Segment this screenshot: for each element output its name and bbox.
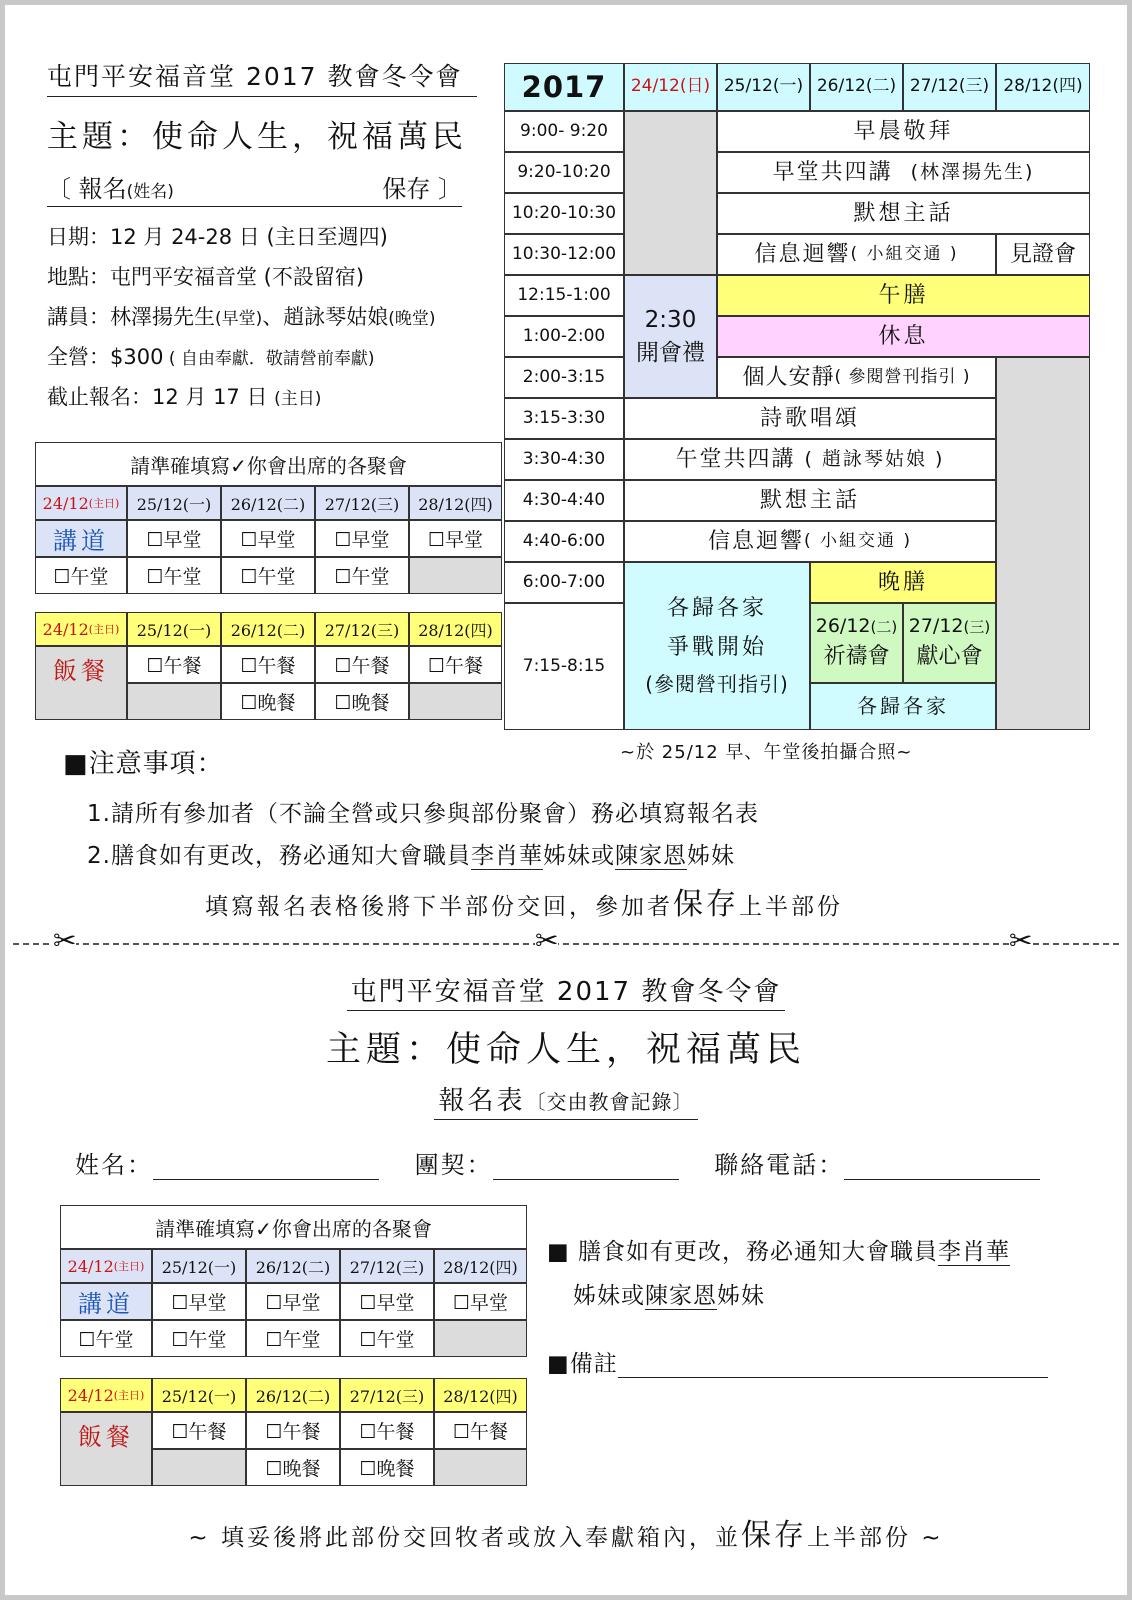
contact-fields [75, 1145, 1040, 1180]
day-1-weekday: (日) [679, 76, 711, 97]
info-speakers [47, 301, 436, 331]
day-5-date: 28/12 [1003, 76, 1053, 97]
echo-label: 信息迴響 [707, 528, 804, 554]
dinner-checkbox[interactable]: ☐晚餐 [315, 683, 409, 720]
time-slot: 12:15-1:00 [504, 275, 624, 316]
col-27-12: 27/12(三) [315, 612, 409, 646]
morning-checkbox[interactable]: ☐早堂 [315, 520, 409, 557]
lunch-checkbox[interactable]: ☐午餐 [409, 646, 502, 683]
phone-field[interactable] [844, 1152, 1040, 1180]
empty-cell [127, 683, 221, 720]
message-echo-morning [717, 234, 996, 275]
photo-note: ~於 25/12 早、午堂後拍攝合照~ [620, 742, 913, 763]
col-26-12: 26/12(二) [221, 486, 315, 520]
note-1: 1.請所有參加者（不論全營或只參與部份聚會）務必填寫報名表 [87, 801, 759, 827]
schedule-year: 2017 [504, 63, 624, 111]
info-place: 地點：屯門平安福音堂 (不設留宿) [47, 265, 365, 289]
morning-checkbox[interactable]: ☐早堂 [340, 1283, 434, 1320]
deadline-text: 截止報名：12 月 17 日 [47, 385, 275, 409]
sermon-label: 講道 [60, 1283, 152, 1320]
col-24-12 [60, 1378, 152, 1412]
col-sub: (主日) [113, 1389, 145, 1402]
staff-name-1: 李肖華 [470, 843, 543, 869]
note-2 [87, 837, 735, 870]
time-slot: 4:30-4:40 [504, 480, 624, 521]
col-sub: (主日) [113, 1260, 145, 1273]
rest-slot: 休息 [717, 316, 1090, 357]
scissors-icon: ✂ [535, 924, 559, 957]
camp-title: 屯門平安福音堂 2017 教會冬令會 [47, 57, 477, 97]
note-2-text: 姊妹或 [542, 843, 615, 869]
dinner-slot: 晚膳 [810, 562, 996, 603]
day-4-weekday: (三) [958, 76, 990, 97]
form-subtitle-main: 報名表 [438, 1086, 526, 1116]
quiet-label: 個人安靜 [742, 364, 835, 390]
day-4-date: 27/12 [909, 76, 959, 97]
col-24-12 [35, 612, 127, 646]
scissors-icon: ✂ [1009, 924, 1033, 957]
col-24-12 [35, 486, 127, 520]
return-instruction [205, 879, 843, 923]
scissors-icon: ✂ [53, 924, 77, 957]
evening-home [624, 562, 810, 730]
col-26-12: 26/12(二) [221, 612, 315, 646]
col-25-12: 25/12(一) [152, 1249, 246, 1283]
phone-label: 聯絡電話： [714, 1151, 845, 1179]
meal-note-text: 姊妹或 [573, 1283, 645, 1309]
prayer-weekday: (二) [870, 618, 898, 637]
schedule-day-5 [996, 63, 1090, 111]
signup-name-hint: (姓名) [126, 182, 174, 202]
fee-text: 全營：$300 [47, 345, 164, 369]
form-title: 屯門平安福音堂 2017 教會冬令會 [347, 977, 786, 1011]
form-title-wrap [5, 971, 1127, 1008]
info-fee [47, 341, 375, 371]
meal-note-text: 姊妹 [717, 1283, 765, 1309]
col-date: 24/12 [42, 619, 89, 639]
col-27-12: 27/12(三) [340, 1249, 434, 1283]
lunch-checkbox[interactable]: ☐午餐 [221, 646, 315, 683]
schedule-grid [504, 63, 1100, 730]
afternoon-checkbox[interactable]: ☐午堂 [35, 557, 127, 594]
info-date: 日期：12 月 24-28 日 (主日至週四) [47, 225, 388, 249]
home-line-3: (參閱營刊指引) [645, 672, 789, 696]
opening-label: 開會禮 [636, 339, 705, 366]
camp-theme: 主題：使命人生，祝福萬民 [47, 119, 467, 155]
form-theme: 主題：使命人生，祝福萬民 [325, 1030, 806, 1070]
quiet-time [717, 357, 996, 398]
return-keep: 保存 [673, 887, 739, 922]
day-1-date: 24/12 [630, 76, 680, 97]
schedule-day-4 [903, 63, 996, 111]
afternoon-talk-label: 午堂共四講 [675, 446, 796, 472]
speakers-session-2: (晚堂) [388, 309, 436, 329]
empty-cell [434, 1320, 527, 1357]
afternoon-checkbox[interactable]: ☐午堂 [127, 557, 221, 594]
dinner-checkbox[interactable]: ☐晚餐 [246, 1449, 340, 1486]
note-2-text: 2.膳食如有更改，務必通知大會職員 [87, 843, 471, 869]
home-line-1: 各歸各家 [666, 596, 767, 621]
echo-label: 信息迴響 [754, 241, 851, 267]
time-slot: 9:00- 9:20 [504, 111, 624, 152]
col-28-12: 28/12(四) [434, 1378, 527, 1412]
time-slot: 2:00-3:15 [504, 357, 624, 398]
col-26-12: 26/12(二) [246, 1249, 340, 1283]
day-3-weekday: (二) [865, 76, 897, 97]
col-25-12: 25/12(一) [127, 486, 221, 520]
deadline-note: (主日) [274, 389, 322, 409]
schedule-day-2 [717, 63, 810, 111]
lunch-checkbox[interactable]: ☐午餐 [246, 1412, 340, 1449]
afternoon-checkbox[interactable]: ☐午堂 [60, 1320, 152, 1357]
morning-checkbox[interactable]: ☐早堂 [409, 520, 502, 557]
remarks-label: ■備註 [547, 1351, 618, 1377]
lunch-checkbox[interactable]: ☐午餐 [127, 646, 221, 683]
morning-worship: 早晨敬拜 [717, 111, 1090, 152]
time-slot: 9:20-10:20 [504, 152, 624, 193]
meal-change-note [547, 1233, 1010, 1266]
staff-name-2: 陳家恩 [614, 843, 687, 869]
fellowship-label: 團契： [414, 1151, 493, 1179]
fee-note: ( 自由奉獻．敬請營前奉獻) [163, 349, 375, 369]
morning-talk-speaker: (林澤揚先生) [910, 160, 1035, 183]
echo-sub: ( 小組交通 ) [850, 243, 959, 264]
name-field[interactable] [153, 1152, 379, 1180]
time-slot: 3:30-4:30 [504, 439, 624, 480]
testimony-meeting: 見證會 [996, 234, 1090, 275]
morning-checkbox[interactable]: ☐早堂 [152, 1283, 246, 1320]
dedication-date: 27/12 [908, 615, 964, 638]
empty-cell [409, 683, 502, 720]
col-27-12: 27/12(三) [315, 486, 409, 520]
remarks-row [547, 1345, 1048, 1378]
prayer-label: 祈禱會 [823, 643, 890, 669]
name-label: 姓名： [75, 1151, 153, 1179]
col-28-12: 28/12(四) [434, 1249, 527, 1283]
note-2-text: 姊妹 [686, 843, 735, 869]
col-date: 24/12 [42, 493, 89, 513]
afternoon-talk-speaker: ( 趙詠琴姑娘 ) [804, 447, 945, 470]
col-26-12: 26/12(二) [246, 1378, 340, 1412]
form-subtitle [434, 1086, 697, 1120]
day-3-date: 26/12 [816, 76, 866, 97]
opening-time: 2:30 [644, 307, 697, 334]
fellowship-field[interactable] [493, 1152, 679, 1180]
attendance-title: 請準確填寫✓你會出席的各聚會 [35, 442, 502, 486]
return-text: 填寫報名表格後將下半部份交回，參加者 [205, 894, 673, 920]
dedication-meeting [903, 603, 996, 683]
opening-ceremony [624, 275, 717, 398]
hymn-singing: 詩歌唱頌 [624, 398, 996, 439]
speakers-text: 講員：林澤揚先生 [47, 305, 215, 329]
day-5-weekday: (四) [1052, 76, 1083, 97]
col-25-12: 25/12(一) [152, 1378, 246, 1412]
footer-keep: 保存 [741, 1518, 807, 1553]
schedule-day-1 [624, 63, 717, 111]
signup-keep-line [47, 169, 462, 207]
remarks-field[interactable] [618, 1348, 1048, 1378]
morning-checkbox[interactable]: ☐早堂 [246, 1283, 340, 1320]
time-slot: 6:00-7:00 [504, 562, 624, 603]
echo-sub: ( 小組交通 ) [803, 530, 913, 551]
dinner-checkbox[interactable]: ☐晚餐 [221, 683, 315, 720]
speakers-session-1: (早堂) [215, 309, 263, 329]
form-subtitle-sub: 〔交由教會記錄〕 [525, 1090, 694, 1114]
notes-heading: ■注意事項： [63, 749, 224, 779]
col-date: 24/12 [67, 1385, 114, 1405]
empty-cell [409, 557, 502, 594]
afternoon-checkbox[interactable]: ☐午堂 [315, 557, 409, 594]
empty-cell [152, 1449, 246, 1486]
day-5-empty [996, 357, 1090, 730]
afternoon-talk [624, 439, 996, 480]
signup-label: 〔 報名 [47, 175, 127, 203]
day-2-weekday: (一) [772, 76, 804, 97]
time-slot: 1:00-2:00 [504, 316, 624, 357]
morning-checkbox[interactable]: ☐早堂 [434, 1283, 527, 1320]
col-25-12: 25/12(一) [127, 612, 221, 646]
meal-label: 飯餐 [60, 1412, 152, 1486]
dedication-label: 獻心會 [916, 643, 983, 669]
col-27-12: 27/12(三) [340, 1378, 434, 1412]
col-sub: (主日) [88, 623, 120, 636]
col-28-12: 28/12(四) [409, 486, 502, 520]
schedule-day-3 [810, 63, 903, 111]
message-echo-afternoon [624, 521, 996, 562]
evening-home-2: 各歸各家 [810, 683, 996, 730]
staff-name-1: 李肖華 [938, 1239, 1011, 1265]
return-text: 上半部份 [739, 894, 843, 920]
meal-label: 飯餐 [35, 646, 127, 720]
home-line-2: 爭戰開始 [666, 634, 767, 660]
dinner-checkbox[interactable]: ☐晚餐 [340, 1449, 434, 1486]
lunch-checkbox[interactable]: ☐午餐 [315, 646, 409, 683]
form-subtitle-wrap [5, 1080, 1127, 1117]
cut-line [13, 943, 1119, 945]
afternoon-checkbox[interactable]: ☐午堂 [152, 1320, 246, 1357]
meal-note-text: ■ 膳食如有更改，務必通知大會職員 [547, 1239, 939, 1265]
staff-name-2: 陳家恩 [645, 1283, 717, 1309]
prayer-date: 26/12 [815, 615, 871, 638]
morning-talk [717, 152, 1090, 193]
afternoon-checkbox[interactable]: ☐午堂 [340, 1320, 434, 1357]
afternoon-checkbox[interactable]: ☐午堂 [221, 557, 315, 594]
col-date: 24/12 [67, 1256, 114, 1276]
footer-text: ~ 填妥後將此部份交回牧者或放入奉獻箱內，並 [188, 1525, 741, 1551]
quiet-sub: ( 參閱營刊指引 ) [834, 366, 971, 387]
info-deadline [47, 381, 321, 411]
sermon-label: 講道 [35, 520, 127, 557]
form-footer [5, 1510, 1127, 1554]
afternoon-checkbox[interactable]: ☐午堂 [246, 1320, 340, 1357]
meditation-afternoon: 默想主話 [624, 480, 996, 521]
time-slot: 4:40-6:00 [504, 521, 624, 562]
time-slot: 10:30-12:00 [504, 234, 624, 275]
col-28-12: 28/12(四) [409, 612, 502, 646]
lunch-slot: 午膳 [717, 275, 1090, 316]
speakers-text-2: 、趙詠琴姑娘 [262, 305, 389, 329]
col-24-12 [60, 1249, 152, 1283]
attendance-title: 請準確填寫✓你會出席的各聚會 [60, 1205, 527, 1249]
footer-text: 上半部份 ~ [807, 1525, 944, 1551]
day-2-date: 25/12 [723, 76, 773, 97]
time-slot: 7:15-8:15 [504, 603, 624, 730]
morning-talk-label: 早堂共四講 [772, 159, 893, 185]
signup-keep: 保存 〕 [382, 175, 462, 203]
col-sub: (主日) [88, 497, 120, 510]
lunch-checkbox[interactable]: ☐午餐 [434, 1412, 527, 1449]
dedication-weekday: (三) [963, 618, 991, 637]
meditation-morning: 默想主話 [717, 193, 1090, 234]
prayer-meeting [810, 603, 903, 683]
morning-checkbox[interactable]: ☐早堂 [221, 520, 315, 557]
meal-change-note-2 [573, 1277, 765, 1310]
day-1-empty [624, 111, 717, 275]
time-slot: 3:15-3:30 [504, 398, 624, 439]
empty-cell [434, 1449, 527, 1486]
lunch-checkbox[interactable]: ☐午餐 [340, 1412, 434, 1449]
lunch-checkbox[interactable]: ☐午餐 [152, 1412, 246, 1449]
form-page [5, 5, 1127, 1595]
time-slot: 10:20-10:30 [504, 193, 624, 234]
morning-checkbox[interactable]: ☐早堂 [127, 520, 221, 557]
